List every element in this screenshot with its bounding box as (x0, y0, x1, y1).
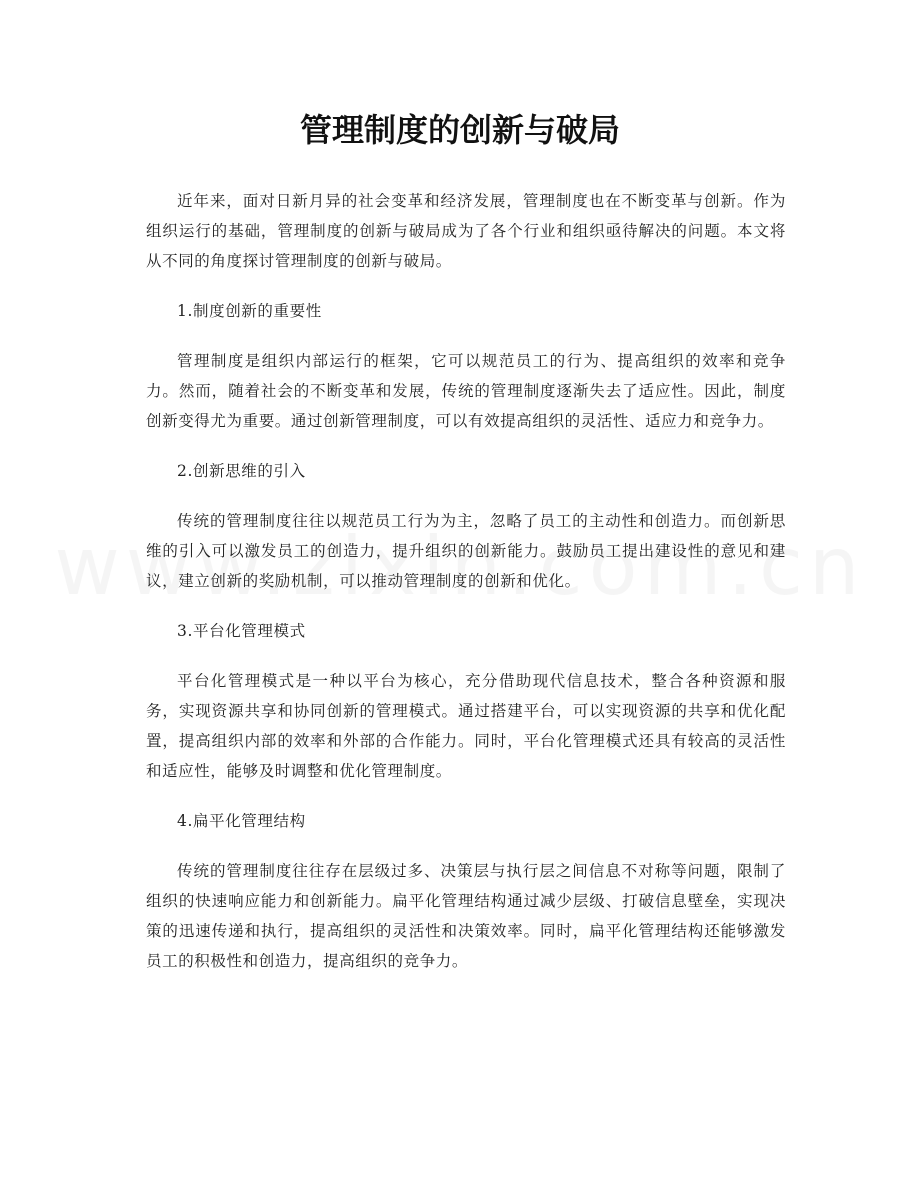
document-body (146, 186, 786, 996)
section-heading-2: 2.创新思维的引入 (177, 462, 306, 480)
section-heading-1: 1.制度创新的重要性 (177, 302, 322, 320)
section-body-1: 管理制度是组织内部运行的框架，它可以规范员工的行为、提高组织的效率和竞争力。然而，随着社会的不断变革和发展，传统的管理制度逐渐失去了适应性。因此，制度创新变得尤为重要。通过创新管理制度，可以有效提高组织的灵活性、适应力和竞争力。 (146, 352, 786, 430)
section-body-2: 传统的管理制度往往以规范员工行为为主，忽略了员工的主动性和创造力。而创新思维的引入可以激发员工的创造力，提升组织的创新能力。鼓励员工提出建设性的意见和建议，建立创新的奖励机制，可以推动管理制度的创新和优化。 (146, 512, 786, 590)
section-heading-4: 4.扁平化管理结构 (177, 812, 306, 830)
intro-paragraph: 近年来，面对日新月异的社会变革和经济发展，管理制度也在不断变革与创新。作为组织运行的基础，管理制度的创新与破局成为了各个行业和组织亟待解决的问题。本文将从不同的角度探讨管理制度的创新与破局。 (146, 192, 786, 270)
section-body-3: 平台化管理模式是一种以平台为核心，充分借助现代信息技术，整合各种资源和服务，实现资源共享和协同创新的管理模式。通过搭建平台，可以实现资源的共享和优化配置，提高组织内部的效率和外部的合作能力。同时，平台化管理模式还具有较高的灵活性和适应性，能够及时调整和优化管理制度。 (146, 672, 786, 780)
section-body-4: 传统的管理制度往往存在层级过多、决策层与执行层之间信息不对称等问题，限制了组织的快速响应能力和创新能力。扁平化管理结构通过减少层级、打破信息壁垒，实现决策的迅速传递和执行，提高组织的灵活性和决策效率。同时，扁平化管理结构还能够激发员工的积极性和创造力，提高组织的竞争力。 (146, 862, 786, 970)
section-heading-3: 3.平台化管理模式 (177, 622, 306, 640)
page-title: 管理制度的创新与破局 (299, 111, 620, 149)
